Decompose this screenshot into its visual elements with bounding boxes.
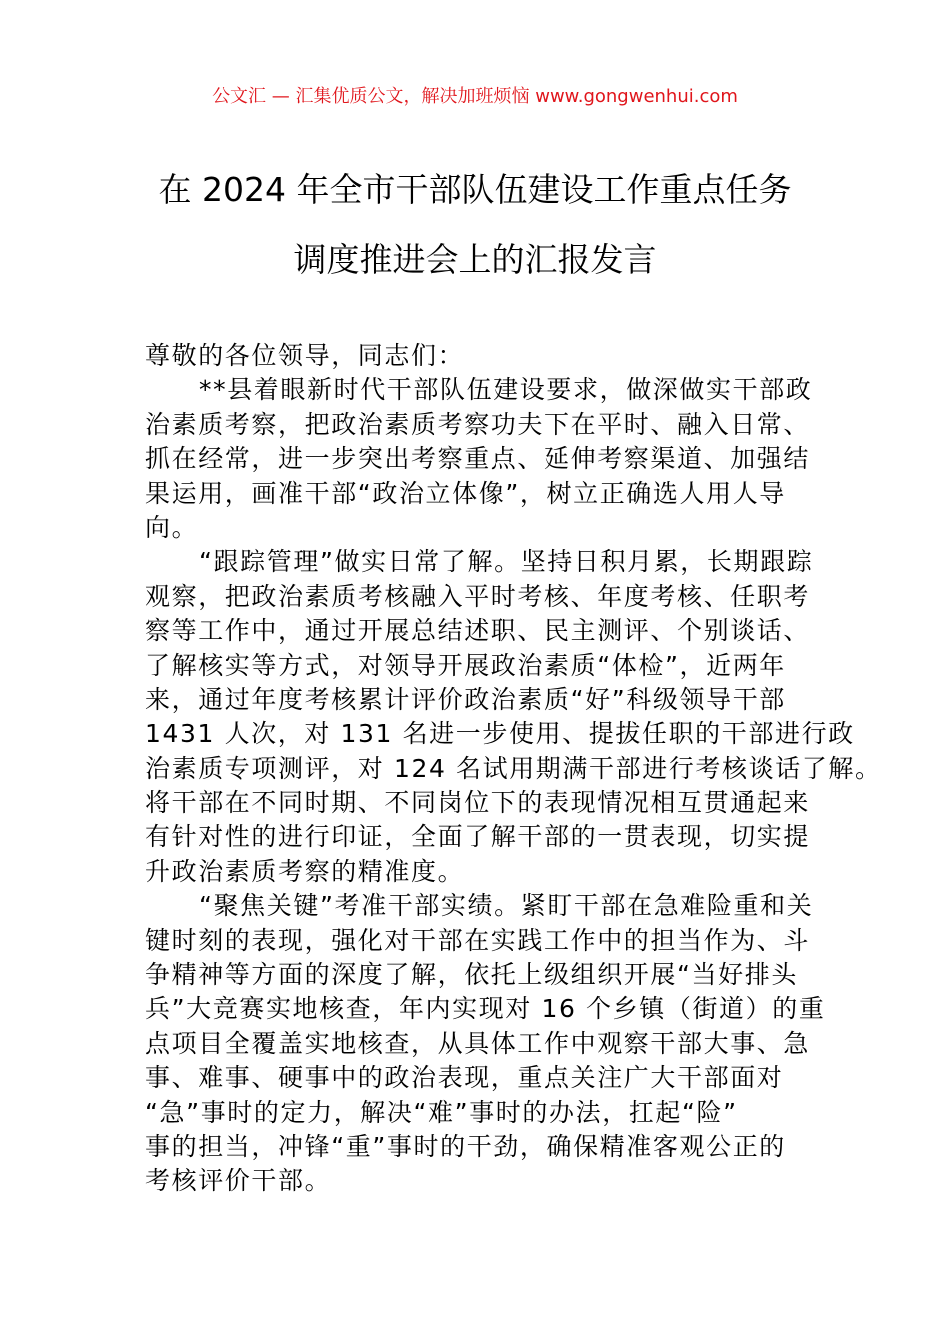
paragraph-line: 事、难事、硬事中的政治表现，重点关注广大干部面对 [145, 1063, 784, 1093]
paragraph-line: “跟踪管理”做实日常了解。坚持日积月累，长期跟踪 [199, 547, 814, 577]
paragraph-line: 向。 [145, 512, 199, 542]
paragraph-line: **县着眼新时代干部队伍建设要求，做深做实干部政 [199, 375, 813, 405]
paragraph-line: “急”事时的定力，解决“难”事时的办法，扛起“险” [145, 1097, 738, 1127]
paragraph-line: 了解核实等方式，对领导开展政治素质“体检”，近两年 [145, 650, 786, 680]
paragraph-line: 争精神等方面的深度了解，依托上级组织开展“当好排头 [145, 960, 798, 990]
document-body [145, 339, 882, 1199]
paragraph-line: 察等工作中，通过开展总结述职、民主测评、个别谈话、 [145, 616, 811, 646]
paragraph-line: 点项目全覆盖实地核查，从具体工作中观察干部大事、急 [145, 1028, 811, 1058]
title-line-2: 调度推进会上的汇报发言 [293, 240, 657, 279]
paragraph-line: 事的担当，冲锋“重”事时的干劲，确保精准客观公正的 [145, 1131, 786, 1161]
watermark-header: 公文汇 — 汇集优质公文，解决加班烦恼 www.gongwenhui.com [212, 86, 738, 107]
paragraph-line: 果运用，画准干部“政治立体像”，树立正确选人用人导 [145, 478, 786, 508]
paragraph-line: 治素质专项测评，对 124 名试用期满干部进行考核谈话了解。 [145, 753, 882, 783]
title-line-1: 在 2024 年全市干部队伍建设工作重点任务 [158, 170, 792, 209]
paragraph-line: 键时刻的表现，强化对干部在实践工作中的担当作为、斗 [145, 925, 811, 955]
paragraph-line: 治素质考察，把政治素质考察功夫下在平时、融入日常、 [145, 409, 811, 439]
paragraph-line: 有针对性的进行印证，全面了解干部的一贯表现，切实提 [145, 822, 811, 852]
paragraph-line: 观察，把政治素质考核融入平时考核、年度考核、任职考 [145, 581, 811, 611]
paragraph-focus-key [145, 889, 826, 1199]
greeting: 尊敬的各位领导，同志们： [145, 341, 465, 370]
paragraph-line: 抓在经常，进一步突出考察重点、延伸考察渠道、加强结 [145, 444, 811, 474]
document-title [0, 172, 950, 312]
paragraph-line: 升政治素质考察的精准度。 [145, 856, 465, 886]
paragraph-line: “聚焦关键”考准干部实绩。紧盯干部在急难险重和关 [199, 891, 814, 921]
paragraph-intro [145, 373, 813, 545]
paragraph-tracking-management [145, 545, 882, 889]
paragraph-line: 将干部在不同时期、不同岗位下的表现情况相互贯通起来 [145, 788, 811, 818]
paragraph-line: 1431 人次，对 131 名进一步使用、提拔任职的干部进行政 [145, 719, 855, 749]
paragraph-line: 来，通过年度考核累计评价政治素质“好”科级领导干部 [145, 684, 786, 714]
paragraph-line: 兵”大竞赛实地核查，年内实现对 16 个乡镇（街道）的重 [145, 994, 826, 1024]
paragraph-line: 考核评价干部。 [145, 1166, 332, 1196]
